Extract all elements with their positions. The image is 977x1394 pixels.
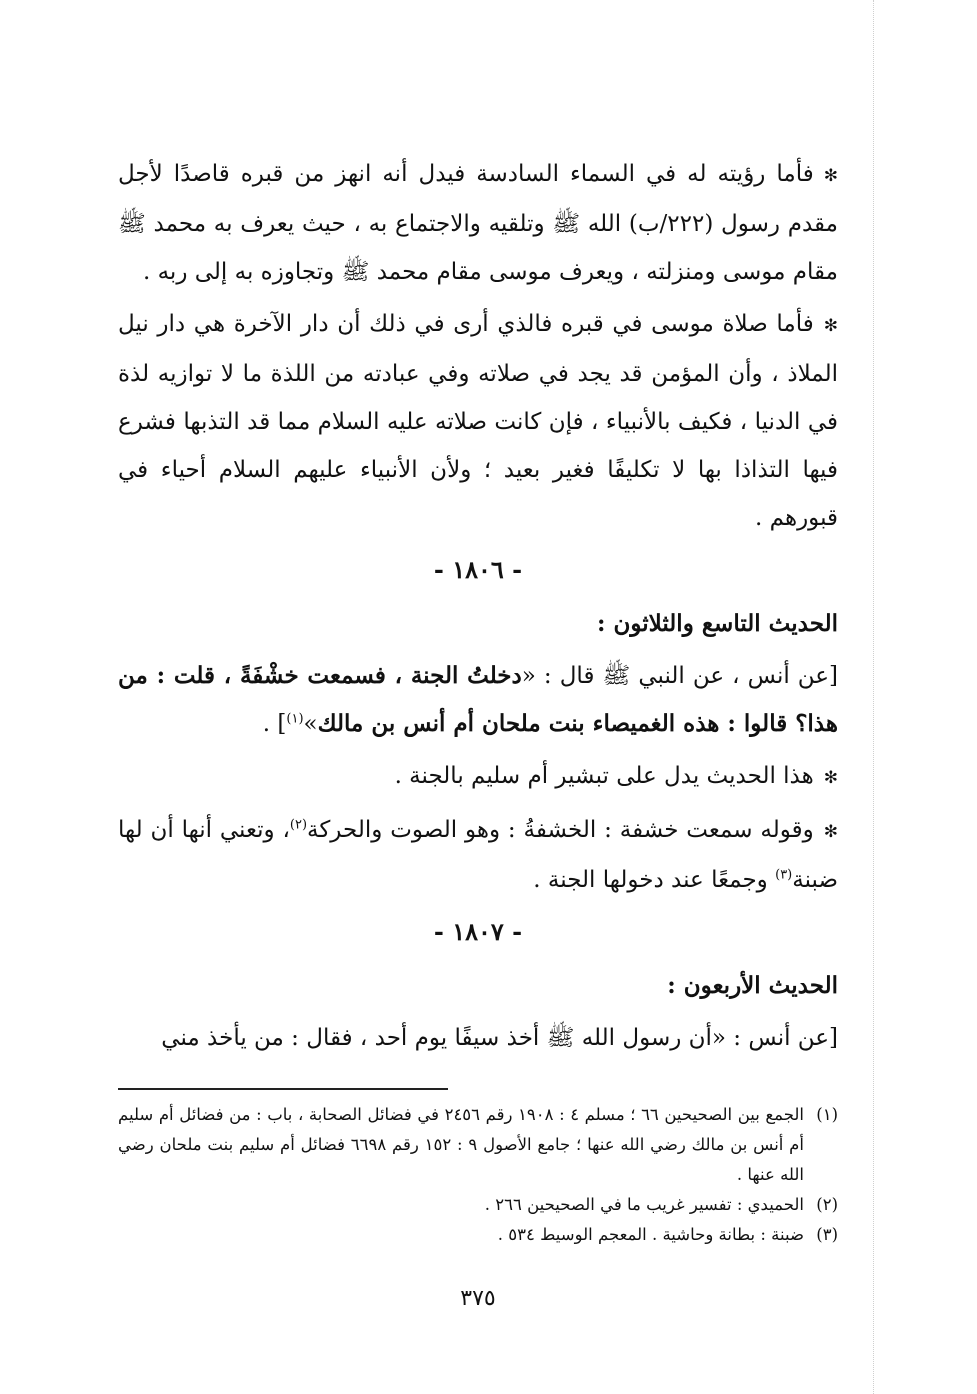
footnote-ref-2: (٢) [289,817,308,833]
footnote-number: (٢) [816,1195,838,1214]
hadith-quote: دخلتُ الجنة ، فسمعت خشْفَةً ، قلت : من هذا؟ قالوا : هذه الغميصاء بنت ملحان أم أنس بن مالك [118,662,838,737]
asterisk-icon: ✻ [823,166,838,186]
hadith-number-1806: - ١٨٠٦ - [433,555,523,584]
hadith-text-1806 [118,652,838,748]
book-page [118,150,838,1311]
footnote-item [118,1190,838,1220]
hadith-text-1807: [عن أنس : «أن رسول الله ﷺ أخذ سيفًا يوم أحد ، فقال : من يأخذ مني [161,1025,838,1051]
comment-khashfa [118,806,838,904]
paragraph-text: فأما صلاة موسى في قبره فالذي أرى في ذلك أن دار الآخرة هي دار نيل الملاذ ، وأن المؤمن قد يجد في صلاته وفي عبادته من اللذة ما لا توازيه لذة في الدنيا ، فكيف بالأنبياء ، فإن كانت صلاته عليه السلام مما قد التذبها فشرع فيها التذاذا بها لا تكليفًا فغير بعيد ؛ ولأن الأنبياء عليهم السلام أحياء في قبورهم . [118,311,838,531]
footnote-number: (١) [816,1105,838,1124]
comment-text-part1: وقوله سمعت خشفة : الخشفةُ : وهو الصوت والحركة [307,817,814,843]
footnote-ref-3: (٣) [775,867,793,883]
comment-text-part2: ، وتعني أنها أن لها ضبنة [118,817,838,893]
paragraph-text: فأما رؤيته له في السماء السادسة فيدل أنه انهز من قبره قاصدًا لأجل مقدم رسول (٢٢٢/ب) الله ﷺ وتلقيه والاجتماع به ، حيث يعرف به محمد ﷺ مقام موسى ومنزلته ، ويعرف موسى مقام محمد ﷺ وتجاوزه به إلى ربه . [118,161,839,285]
footnote-item [118,1100,838,1190]
footnote-divider [118,1088,448,1090]
paragraph-moses-sixth-heaven [118,150,838,296]
footnote-item [118,1220,838,1250]
hadith-text-end: ] . [262,711,287,737]
asterisk-icon: ✻ [823,822,838,842]
hadith-text-start: [عن أنس ، عن النبي ﷺ قال : « [521,663,838,689]
comment-text-part3: وجمعًا عند دخولها الجنة . [533,867,776,893]
comment-glad-tidings [118,752,838,802]
asterisk-icon: ✻ [823,768,838,788]
footnotes [118,1100,838,1250]
page-number: ٣٧٥ [460,1286,496,1311]
asterisk-icon: ✻ [823,316,838,336]
hadith-quote-close: » [303,711,318,737]
footnote-text: ضبنة : بطانة وحاشية . المعجم الوسيط ٥٣٤ . [497,1225,804,1244]
hadith-heading-39: الحديث التاسع والثلاثون : [596,610,838,637]
footnote-text: الحميدي : تفسير غريب ما في الصحيحين ٢٦٦ . [484,1195,804,1214]
hadith-number-1807: - ١٨٠٧ - [433,917,523,946]
margin-dotted-line [873,0,874,1394]
hadith-heading-40: الحديث الأربعون : [667,972,838,999]
footnote-text: الجمع بين الصحيحين ٦٦ ؛ مسلم ٤ : ١٩٠٨ رقم ٢٤٥٦ في فضائل الصحابة ، باب : من فضائل أم سليم أم أنس بن مالك رضي الله عنها ؛ جامع الأصول ٩ : ١٥٢ رقم ٦٦٩٨ فضائل أم سليم بنت ملحان رضي الله عنها . [118,1105,804,1184]
comment-text: هذا الحديث يدل على تبشير أم سليم بالجنة . [394,763,814,789]
footnote-number: (٣) [816,1225,838,1244]
paragraph-moses-prayer [118,300,838,542]
footnote-ref-1: (١) [286,711,304,727]
